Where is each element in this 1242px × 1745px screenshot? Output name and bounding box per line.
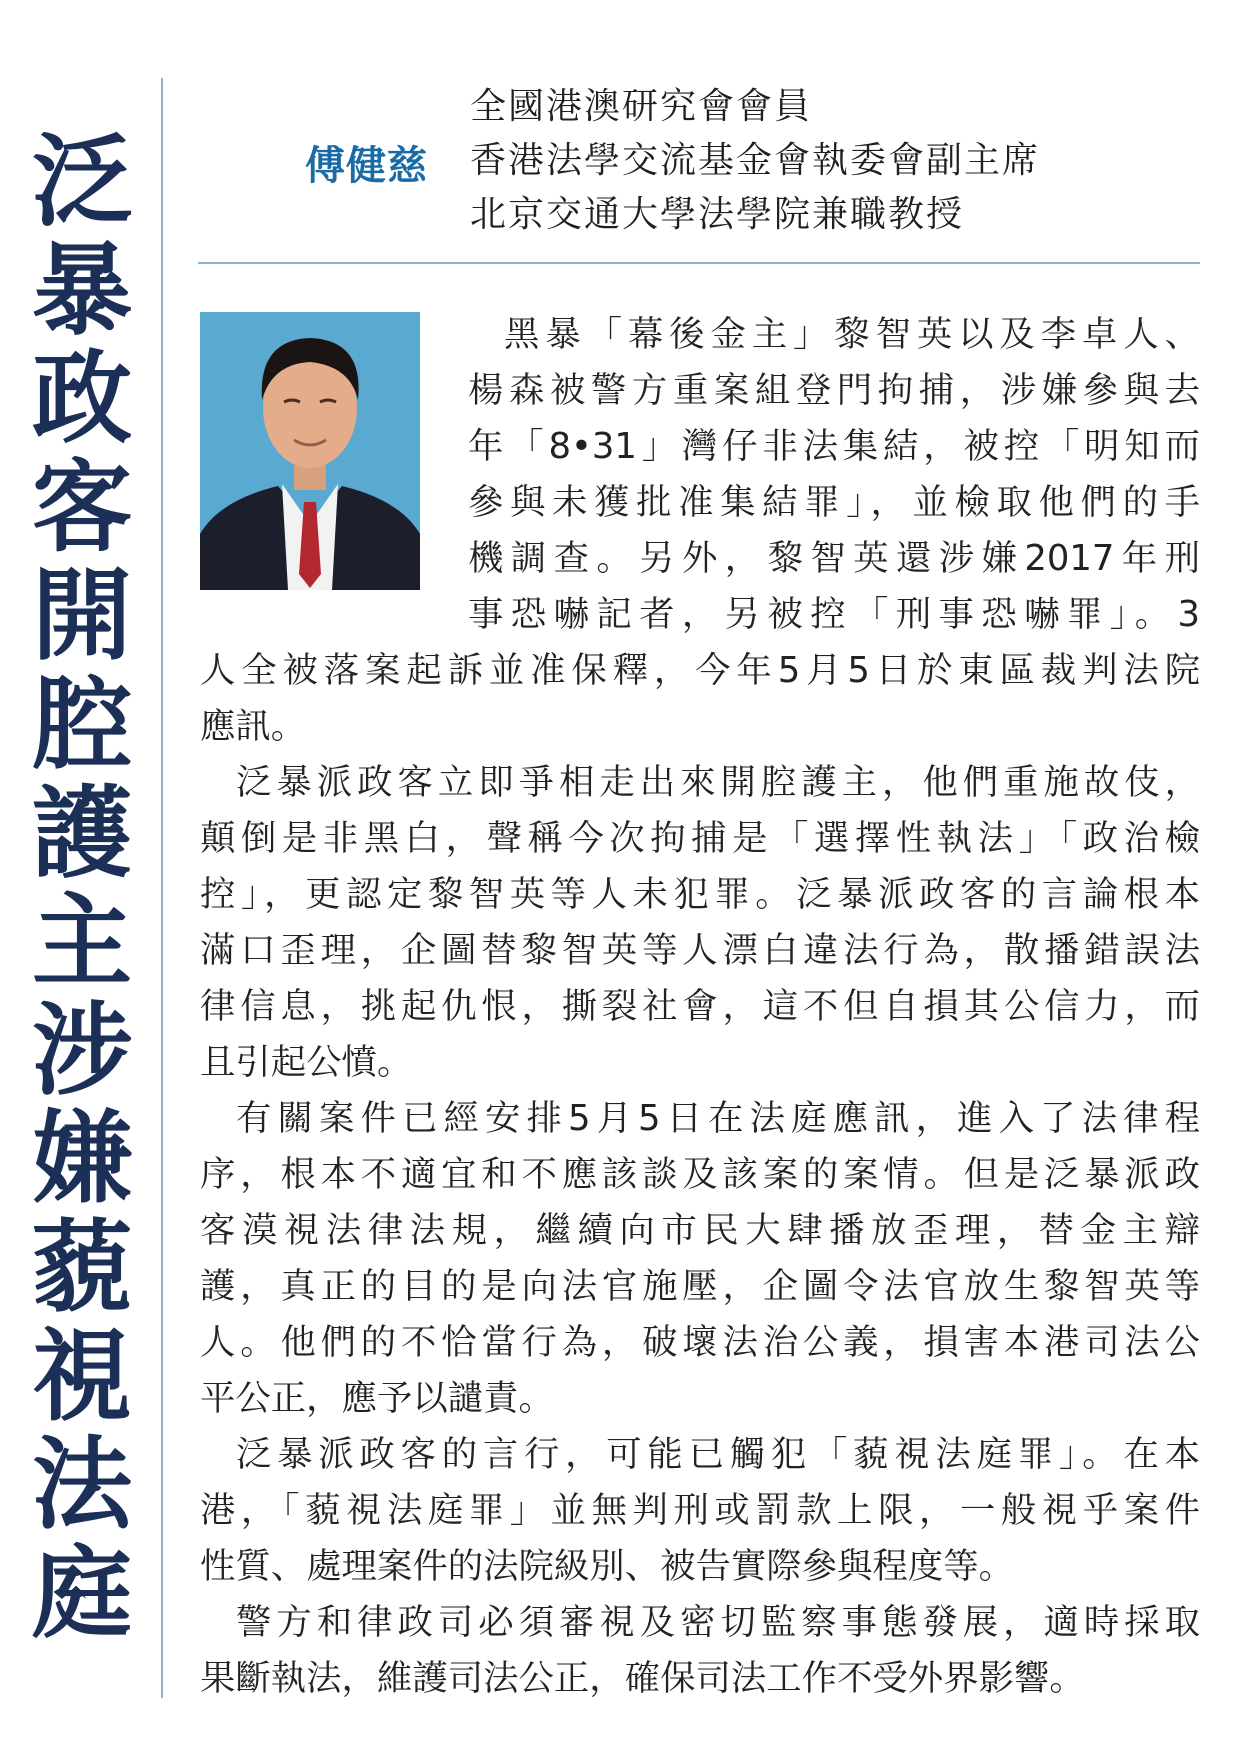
body-line: 參與未獲批准集結罪」，並檢取他們的手: [468, 482, 1200, 523]
headline-char: 涉: [32, 991, 132, 1109]
headline-char: 護: [32, 774, 132, 892]
body-line: 控」，更認定黎智英等人未犯罪。泛暴派政客的言論根本: [200, 874, 1200, 915]
article-body: [200, 307, 1200, 1707]
headline-char: 暴: [32, 231, 132, 349]
body-line: 年「8•31」灣仔非法集結，被控「明知而: [468, 426, 1200, 467]
headline-char: 泛: [32, 123, 132, 240]
body-line: 序，根本不適宜和不應該談及該案的案情。但是泛暴派政: [200, 1154, 1200, 1195]
headline-char: 庭: [32, 1534, 132, 1652]
body-line: 且引起公憤。: [200, 1042, 413, 1083]
body-line: 律信息，挑起仇恨，撕裂社會，這不但自損其公信力，而: [200, 986, 1200, 1027]
headline: [22, 123, 142, 1652]
body-line: 機調查。另外，黎智英還涉嫌2017年刑: [468, 538, 1200, 579]
body-line: 性質、處理案件的法院級別、被告實際參與程度等。: [200, 1546, 1014, 1587]
body-line: 楊森被警方重案組登門拘捕，涉嫌參與去: [468, 370, 1200, 411]
headline-char: 主: [32, 883, 132, 1001]
body-line: 泛暴派政客的言行，可能已觸犯「藐視法庭罪」。在本: [236, 1434, 1200, 1475]
body-line: 平公正，應予以譴責。: [200, 1378, 554, 1419]
headline-char: 腔: [32, 665, 132, 783]
headline-char: 開: [32, 557, 132, 675]
author-credit-line: 全國港澳研究會會員: [470, 86, 813, 127]
headline-char: 視: [32, 1317, 132, 1435]
body-line: 客漠視法律法規，繼續向市民大肆播放歪理，替金主辯: [200, 1210, 1200, 1251]
body-line: 泛暴派政客立即爭相走出來開腔護主，他們重施故伎，: [236, 762, 1200, 803]
headline-char: 藐: [32, 1208, 132, 1326]
body-line: 果斷執法，維護司法公正，確保司法工作不受外界影響。: [200, 1658, 1085, 1699]
body-line: 警方和律政司必須審視及密切監察事態發展，適時採取: [236, 1602, 1200, 1643]
horizontal-divider: [198, 262, 1200, 264]
body-line: 港，「藐視法庭罪」並無判刑或罰款上限，一般視乎案件: [200, 1490, 1200, 1531]
body-line: 滿口歪理，企圖替黎智英等人漂白違法行為，散播錯誤法: [200, 930, 1200, 971]
headline-char: 法: [32, 1426, 132, 1544]
author-name: 傅健慈: [305, 143, 428, 189]
author-credit-line: 香港法學交流基金會執委會副主席: [470, 140, 1041, 181]
body-line: 黑暴「幕後金主」黎智英以及李卓人、: [504, 314, 1200, 355]
author-credit-line: 北京交通大學法學院兼職教授: [470, 194, 965, 235]
headline-char: 政: [32, 340, 132, 458]
body-line: 護，真正的目的是向法官施壓，企圖令法官放生黎智英等: [200, 1266, 1200, 1307]
body-line: 人。他們的不恰當行為，破壞法治公義，損害本港司法公: [200, 1322, 1200, 1363]
headline-char: 客: [32, 448, 132, 566]
author-credits: [470, 80, 1040, 242]
vertical-divider: [161, 78, 163, 1698]
body-line: 人全被落案起訴並准保釋，今年5月5日於東區裁判法院: [200, 650, 1200, 691]
headline-char: 嫌: [32, 1100, 132, 1218]
body-line: 有關案件已經安排5月5日在法庭應訊，進入了法律程: [236, 1098, 1200, 1139]
body-line: 事恐嚇記者，另被控「刑事恐嚇罪」。3: [468, 594, 1200, 635]
body-line: 顛倒是非黑白，聲稱今次拘捕是「選擇性執法」「政治檢: [200, 818, 1200, 859]
body-line: 應訊。: [200, 706, 307, 747]
